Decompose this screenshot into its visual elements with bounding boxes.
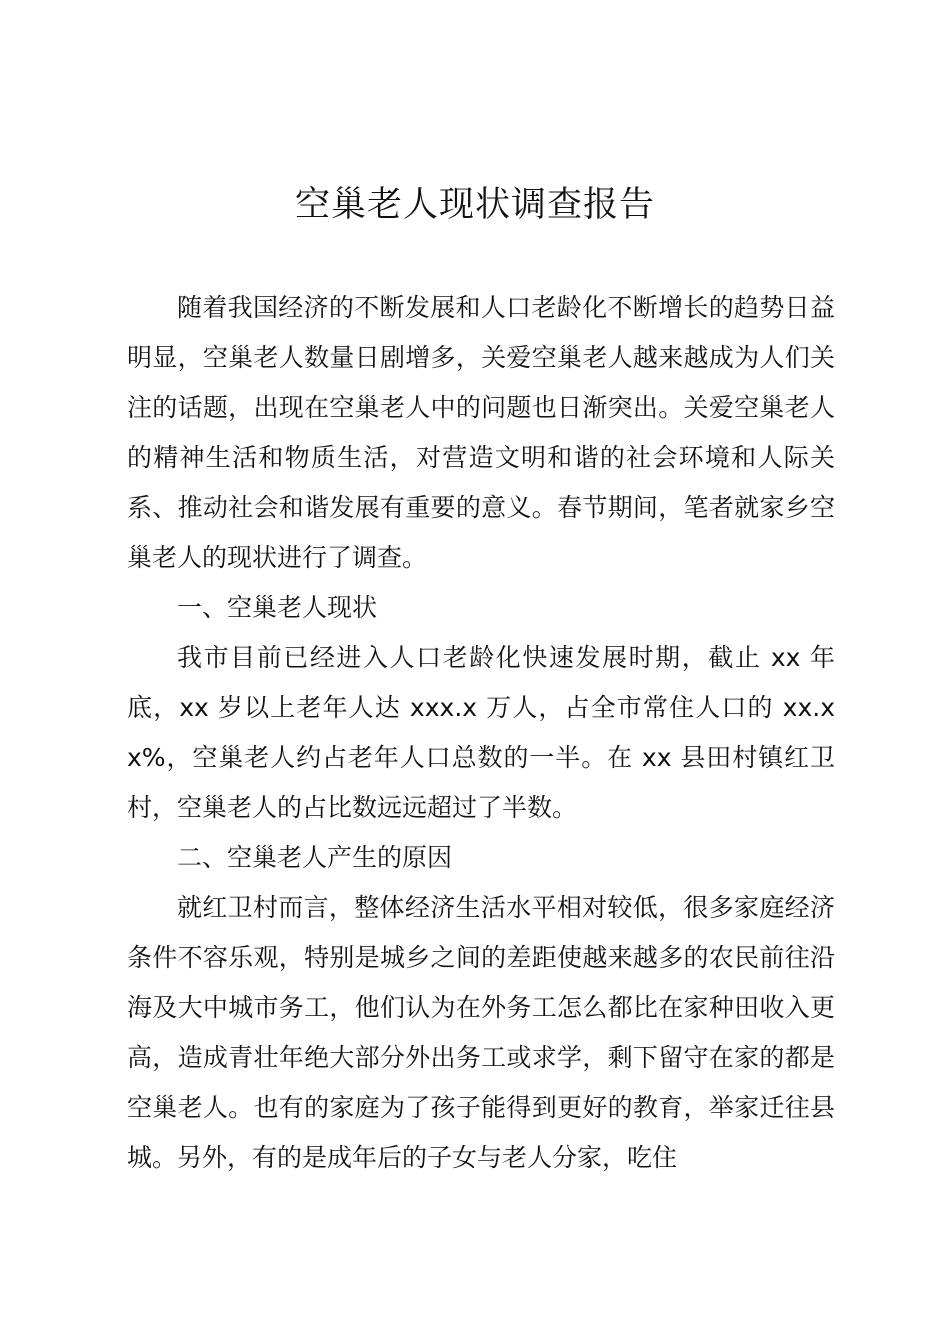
section-heading-2: 二、空巢老人产生的原因 xyxy=(177,843,453,872)
document-body xyxy=(127,283,835,1183)
section-2-paragraph: 就红卫村而言，整体经济生活水平相对较低，很多家庭经济条件不容乐观，特别是城乡之间的差距使越来越多的农民前往沿海及大中城市务工，他们认为在外务工怎么都比在家种田收入更高，造成青壮年绝大部分外出务工或求学，剩下留守在家的都是空巢老人。也有的家庭为了孩子能得到更好的教育，举家迁往县城。另外，有的是成年后的子女与老人分家，吃住 xyxy=(127,893,835,1172)
document-title: 空巢老人现状调查报告 xyxy=(294,185,655,225)
section-1-paragraph: 我市目前已经进入人口老龄化快速发展时期，截止 xx 年底，xx 岁以上老年人达 xxx.x 万人，占全市常住人口的 xx.xx%，空巢老人约占老年人口总数的一半。在 xx 县田村镇红卫村，空巢老人的占比数远远超过了半数。 xyxy=(127,643,835,822)
intro-paragraph: 随着我国经济的不断发展和人口老龄化不断增长的趋势日益明显，空巢老人数量日剧增多，关爱空巢老人越来越成为人们关注的话题，出现在空巢老人中的问题也日渐突出。关爱空巢老人的精神生活和物质生活，对营造文明和谐的社会环境和人际关系、推动社会和谐发展有重要的意义。春节期间，笔者就家乡空巢老人的现状进行了调查。 xyxy=(127,293,835,572)
section-heading-1: 一、空巢老人现状 xyxy=(177,593,378,622)
